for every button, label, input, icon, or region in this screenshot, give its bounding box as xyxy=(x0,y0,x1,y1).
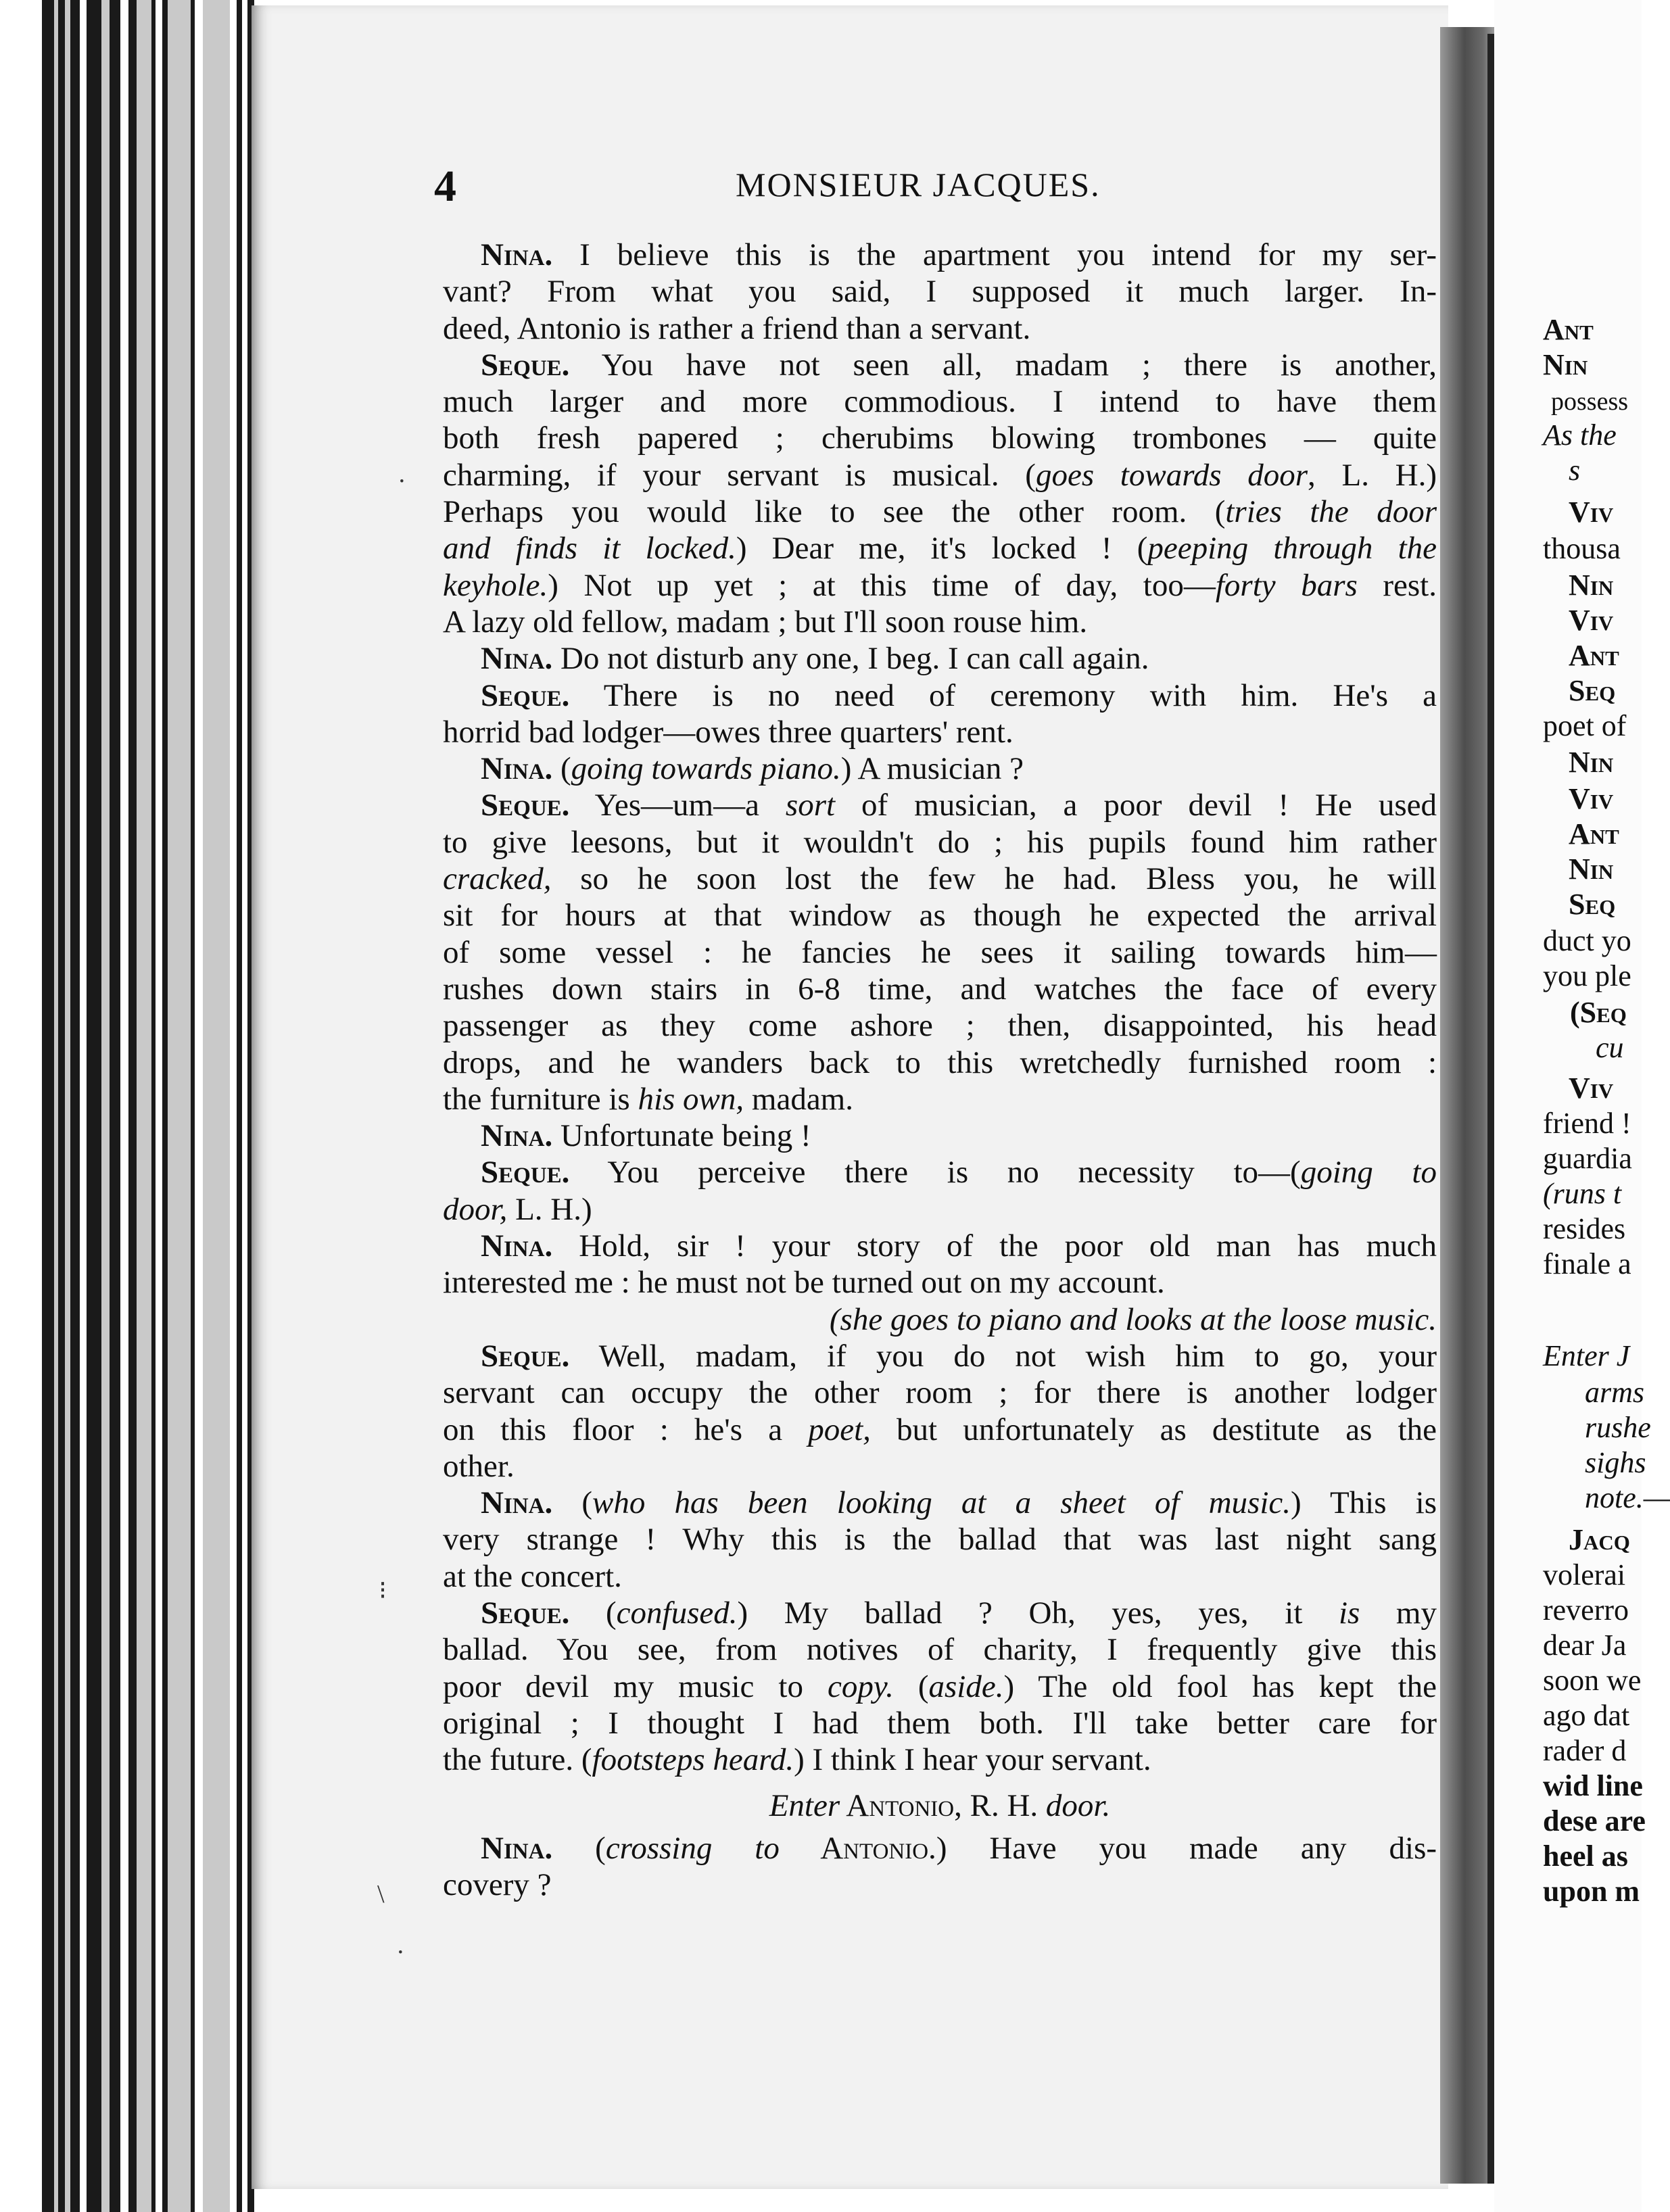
text-line: servant can occupy the other room ; for there is another lodger xyxy=(443,1375,1437,1411)
text-line: Seque. Yes—um—a sort of musician, a poor devil ! He used xyxy=(481,788,1437,823)
facing-fragment: rushe xyxy=(1585,1411,1651,1444)
facing-fragment: volerai xyxy=(1543,1558,1626,1591)
margin-mark: \ xyxy=(377,1880,385,1908)
text-line: Seque. Well, madam, if you do not wish him to go, your xyxy=(481,1338,1437,1374)
facing-fragment: dear Ja xyxy=(1543,1629,1627,1662)
text-line: cracked, so he soon lost the few he had. Bless you, he will xyxy=(443,861,1437,897)
text-line: Seque. You perceive there is no necessity to—(going to xyxy=(481,1155,1437,1191)
facing-fragment: dese are xyxy=(1543,1804,1646,1837)
text-line: Nina. (going towards piano.) A musician ? xyxy=(481,751,1024,787)
text-line: original ; I thought I had them both. I'll take better care for xyxy=(443,1705,1437,1741)
facing-fragment: Nin xyxy=(1569,569,1614,602)
facing-fragment: Ant xyxy=(1569,817,1619,850)
facing-fragment: Seq xyxy=(1569,674,1616,707)
text-line: passenger as they come ashore ; then, disappointed, his head xyxy=(443,1008,1437,1044)
text-line: Nina. (crossing to Antonio.) Have you made any dis- xyxy=(481,1830,1437,1866)
text-line: other. xyxy=(443,1448,515,1484)
facing-fragment: As the xyxy=(1543,418,1617,452)
text-line: rushes down stairs in 6-8 time, and watches the face of every xyxy=(443,971,1437,1007)
text-line: ballad. You see, from notives of charity, I frequently give this xyxy=(443,1632,1437,1668)
play-text xyxy=(443,237,1437,1903)
text-line: very strange ! Why this is the ballad that was last night sang xyxy=(443,1522,1437,1558)
facing-fragment: note.— xyxy=(1585,1481,1670,1514)
text-line: vant? From what you said, I supposed it much larger. In- xyxy=(443,274,1437,310)
facing-fragment: Nin xyxy=(1543,348,1588,381)
text-line: poor devil my music to copy. (aside.) The old fool has kept the xyxy=(443,1668,1437,1704)
text-line: door, L. H.) xyxy=(443,1191,592,1227)
page-number: 4 xyxy=(434,162,456,211)
facing-fragment: soon we xyxy=(1543,1664,1642,1697)
text-line: Seque. (confused.) My ballad ? Oh, yes, yes, it is my xyxy=(481,1595,1437,1631)
facing-fragment: ago dat xyxy=(1543,1699,1630,1732)
facing-fragment: reverro xyxy=(1543,1593,1629,1627)
text-line: deed, Antonio is rather a friend than a servant. xyxy=(443,310,1031,346)
facing-fragment: arms xyxy=(1585,1376,1645,1409)
facing-fragment: Viv xyxy=(1569,604,1614,637)
text-line: horrid bad lodger—owes three quarters' rent. xyxy=(443,714,1013,750)
facing-fragment: guardia xyxy=(1543,1142,1632,1175)
text-line: charming, if your servant is musical. (goes towards door, L. H.) xyxy=(443,457,1437,493)
margin-mark: ⁝ xyxy=(379,1577,387,1605)
text-line: of some vessel : he fancies he sees it sailing towards him— xyxy=(443,934,1437,970)
text-line: at the concert. xyxy=(443,1558,622,1594)
facing-fragment: Nin xyxy=(1569,852,1614,886)
text-line: A lazy old fellow, madam ; but I'll soon rouse him. xyxy=(443,604,1088,640)
facing-fragment: thousa xyxy=(1543,532,1621,565)
facing-fragment: Viv xyxy=(1569,782,1614,815)
facing-fragment: resides xyxy=(1543,1212,1626,1245)
text-line: drops, and he wanders back to this wretchedly furnished room : xyxy=(443,1044,1437,1080)
facing-page xyxy=(1494,0,1670,2212)
margin-mark: · xyxy=(396,1938,405,1967)
text-line: Seque. You have not seen all, madam ; there is another, xyxy=(481,347,1437,383)
text-line: interested me : he must not be turned out on my account. xyxy=(443,1265,1165,1301)
facing-fragment: upon m xyxy=(1543,1875,1640,1908)
text-line: the furniture is his own, madam. xyxy=(443,1081,853,1117)
facing-fragment: Nin xyxy=(1569,746,1614,779)
text-line: Nina. Hold, sir ! your story of the poor old man has much xyxy=(481,1228,1437,1264)
text-line: Nina. I believe this is the apartment you intend for my ser- xyxy=(481,237,1437,272)
book-page-edges xyxy=(0,0,264,2212)
text-line: keyhole.) Not up yet ; at this time of day, too—forty bars rest. xyxy=(443,567,1437,603)
facing-fragment: duct yo xyxy=(1543,924,1631,957)
facing-fragment: finale a xyxy=(1543,1247,1631,1280)
facing-fragment: wid line xyxy=(1543,1769,1643,1802)
facing-fragment: Viv xyxy=(1569,1072,1614,1105)
stage-direction: (she goes to piano and looks at the loose music. xyxy=(829,1301,1437,1337)
text-line: Nina. (who has been looking at a sheet of music.) This is xyxy=(481,1485,1437,1521)
facing-fragment: heel as xyxy=(1543,1840,1628,1873)
facing-fragment: rader d xyxy=(1543,1734,1627,1767)
facing-fragment: Viv xyxy=(1569,496,1614,529)
text-line: Seque. There is no need of ceremony with him. He's a xyxy=(481,677,1437,713)
facing-fragment: Enter J xyxy=(1543,1339,1630,1372)
text-line: sit for hours at that window as though he expected the arrival xyxy=(443,898,1437,934)
facing-fragment: Jacq xyxy=(1569,1523,1630,1556)
text-line: Nina. Do not disturb any one, I beg. I can call again. xyxy=(481,641,1149,677)
facing-fragment: Ant xyxy=(1569,639,1619,672)
facing-fragment: you ple xyxy=(1543,959,1631,992)
facing-fragment: s xyxy=(1569,454,1581,487)
margin-mark: · xyxy=(398,467,406,496)
facing-fragment: (runs t xyxy=(1543,1177,1622,1210)
text-line: and finds it locked.) Dear me, it's locked ! (peeping through the xyxy=(443,531,1437,567)
stage-direction: Enter Antonio, R. H. door. xyxy=(769,1788,1111,1824)
text-line: the future. (footsteps heard.) I think I hear your servant. xyxy=(443,1742,1151,1778)
facing-fragment: Seq xyxy=(1569,888,1616,921)
text-line: on this floor : he's a poet, but unfortunately as destitute as the xyxy=(443,1412,1437,1447)
facing-fragment: friend ! xyxy=(1543,1107,1631,1140)
facing-fragment: Ant xyxy=(1543,313,1594,346)
text-line: much larger and more commodious. I intend to have them xyxy=(443,384,1437,420)
facing-fragment: cu xyxy=(1596,1031,1624,1064)
text-line: Perhaps you would like to see the other room. (tries the door xyxy=(443,494,1437,530)
text-line: both fresh papered ; cherubims blowing trombones — quite xyxy=(443,420,1437,456)
text-line: Nina. Unfortunate being ! xyxy=(481,1118,811,1154)
text-line: to give leesons, but it wouldn't do ; his pupils found him rather xyxy=(443,824,1437,860)
facing-fragment: (Seq xyxy=(1570,996,1627,1029)
running-title: MONSIEUR JACQUES. xyxy=(736,166,1101,203)
facing-fragment: poet of xyxy=(1543,709,1627,742)
facing-fragment: possess xyxy=(1551,387,1629,416)
text-line: covery ? xyxy=(443,1867,552,1903)
facing-fragment: sighs xyxy=(1585,1446,1646,1479)
